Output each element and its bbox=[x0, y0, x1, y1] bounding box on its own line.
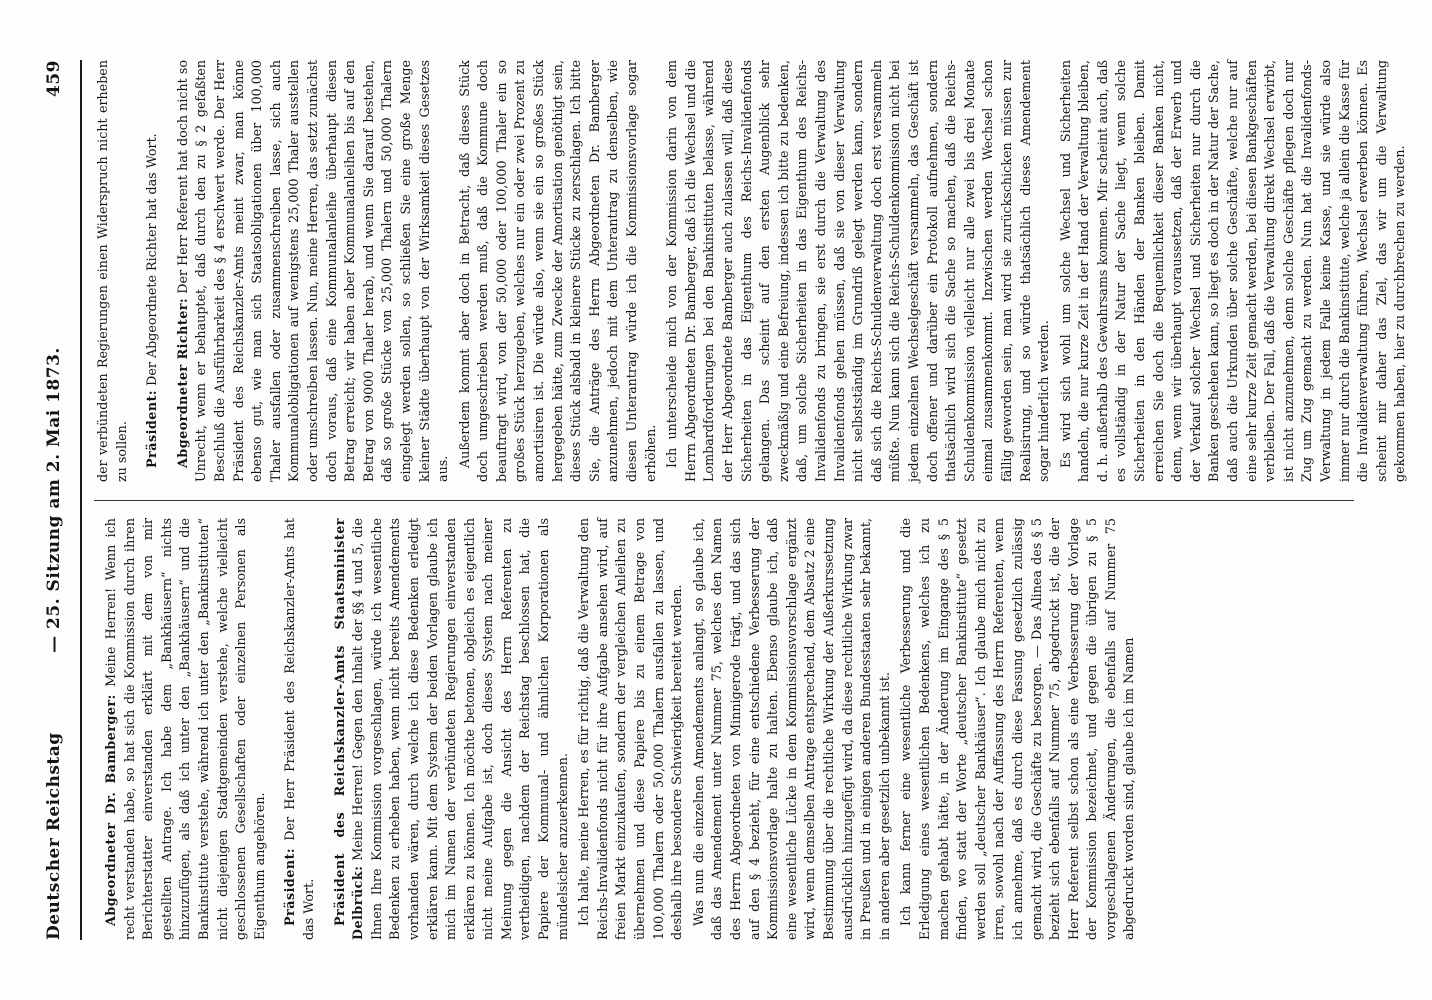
page-number: 459 bbox=[44, 60, 64, 97]
paragraph bbox=[281, 518, 318, 940]
paragraph-text: Ich unterscheide mich von der Kommission darin von dem Herrn Abgeordneten Dr. Bamberger, daß ich die Wechsel und die Lombardforderungen bei den Bankinstituten belasse, während der Herr Abgeordnete Bamberger auch zulassen will, daß diese Sicherheiten in das Eigenthum des Reichs-Invalidenfonds gelangen. Das scheint auf den ersten Augenblick sehr zweckmäßig und eine Befreiung, indessen ich bitte zu bedenken, daß, um solche Sicherheiten in das Eigenthum des Reichs-Invalidenfonds zu bringen, sie erst durch die Verwaltung des Invalidenfonds gehen müssen, daß sie von dieser Verwaltung nicht selbstständig im Grundriß gelegt werden kann, sondern daß sich die Reichs-Schuldenverwaltung doch erst versammeln müßte. Nun kann sich die Reichs-Schuldenkommission nicht bei jedem einzelnen Wechselgeschäft versammeln, das Geschäft ist doch offener und darüber ein Protokoll aufnehmen, sondern thatsächlich wird sich die Sache so machen, daß die Reichs-Schuldenkommission vielleicht nur alle zwei bis drei Monate einmal zusammenkommt. Inzwischen werden Wechsel schon fällig geworden sein, man wird sie zurückschicken müssen zur Realisirung, und so würde thatsächlich dieses Amendement sogar hinderlich werden. bbox=[664, 60, 1052, 482]
right-column bbox=[94, 59, 1408, 482]
paragraph bbox=[331, 518, 573, 940]
speaker-name: Präsident: bbox=[282, 847, 298, 926]
speaker-name: Abgeordneter Dr. Bamberger: bbox=[103, 694, 118, 926]
paragraph-text: Der Abgeordnete Richter hat das Wort. bbox=[144, 133, 160, 386]
speaker-name: Präsident: bbox=[144, 389, 160, 468]
paragraph-text: Was nun die einzelnen Amendements anlangt, so glaube ich, daß das Amendement unter Nummer 75, welches den Namen des Herrn Abgeordneten von Minnigerode trägt, und das sich auf den § 4 bezieht, für eine entschiedene Verbesserung der Kommissionsvorlage halte zu halten. Ebenso glaube ich, daß eine wesentliche Lücke in dem Kommissionsvorschlage ergänzt wird, wenn demselben Antrage entsprechend, dem Absatz 2 eine Bestimmung über die rechtliche Wirkung der Außerkurssetzung ausdrücklich hinzugefügt wird, da diese rechtliche Wirkung zwar in Preußen und in einigen anderen Bundesstaaten sehr bekannt, in anderen aber gesetzlich unbekannt ist. bbox=[690, 518, 892, 940]
header-session: — 25. Sitzung am 2. Mai 1873. bbox=[44, 347, 64, 653]
paragraph-text: Ich kann ferner eine wesentliche Verbesserung und die Erledigung eines wesentlichen Bedenkens, welches ich zu machen gehabt hätte, in der Änderung im Eingange des § 5 finden, wo statt der Worte „deutscher Bankinstitute“ gesetzt werden soll „deutscher Bankhäuser“. Ich glaube mich nicht zu irren, sowohl nach der Auffassung des Herrn Referenten, wenn ich annehme, daß es durch diese Fassung gesetzlich zulässig gemacht wird, die Geschäfte zu besorgen. — Das Alinea des § 5 bezieht sich ebenfalls auf Nummer 75, abgedruckt ist, die der Herr Referent selbst schon als eine Verbesserung der Vorlage der Kommission bezeichnet, und gegen die übrigen zu § 5 vorgeschlagenen Änderungen, die ebenfalls auf Nummer 75 abgedruckt worden sind, glaube ich im Namen bbox=[898, 518, 1137, 940]
speaker-name: Präsident des Reichskanzler-Amts Staatsminister Delbrück: bbox=[331, 518, 366, 940]
column-divider bbox=[94, 500, 1354, 501]
paragraph bbox=[456, 60, 661, 482]
paragraph bbox=[663, 60, 1053, 482]
page-header bbox=[36, 60, 82, 940]
paragraph-text: Außerdem kommt aber doch in Betracht, daß dieses Stück doch umgeschrieben werden muß, daß die Kommune doch beauftragt wird, von der 50,000 oder 100,000 Thaler ein so großes Stück herzugeben, welches nur ein oder zwei Prozent zu amortisiren ist. Die würde also, wenn sie ein so großes Stück hergegeben hätte, zum Zwecke der Amortisation genöthigt sein, dieses Stück alsbald in kleinere Stücke zu zerschlagen. Ich bitte Sie, die Anträge des Herrn Abgeordneten Dr. Bamberger anzunehmen, jedoch mit dem Unterantrag zu denselben, wie diesen Unterantrag würde ich die Kommissionsvorlage sogar erhöhen. bbox=[456, 60, 658, 482]
paragraph-text: Der Herr Präsident des Reichskanzler-Amts hat das Wort. bbox=[282, 518, 316, 940]
paragraph bbox=[1057, 60, 1410, 482]
paragraph bbox=[690, 518, 895, 940]
paragraph bbox=[174, 60, 453, 482]
paragraph bbox=[102, 518, 269, 940]
paragraph-text: Es wird sich wohl um solche Wechsel und Sicherheiten handeln, die nur kurze Zeit in der Hand der Verwaltung bleiben, d. h. außerhalb des Gewahrsams kommen. Mir scheint auch, daß es vollständig in der Natur der Sache liegt, wenn solche Sicherheiten in den Händen der Banken bleiben. Damit erreichen Sie doch die Bequemlichkeit dieser Banken nicht, denn, wenn wir überhaupt voraussetzen, daß der Erwerb und der Verkauf solcher Wechsel und Sicherheiten nur durch die Banken geschehen kann, so liegt es doch in der Natur der Sache, daß auch die Urkunden über solche Geschäfte, welche nur auf eine sehr kurze Zeit gemacht werden, bei diesen Bankgeschäften verbleiben. Der Fall, daß die Verwaltung direkt Wechsel erwirbt, ist nicht anzunehmen, denn solche Geschäfte pflegen doch nur Zug um Zug gemacht zu werden. Nun hat die Invalidenfonds-Verwaltung in jedem Falle keine Kasse, und sie würde also immer nur durch die Bankinstitute, welche ja allein die Kasse für die Invalidenverwaltung führen, Wechsel erwerben können. Es scheint mir daher das Ziel, das wir um die Verwaltung gekommen haben, hier zu durchbrechen zu werden. bbox=[1057, 59, 1408, 482]
left-column bbox=[94, 518, 1354, 940]
scanned-page bbox=[16, 0, 1408, 1000]
header-title: Deutscher Reichstag bbox=[44, 732, 64, 940]
paragraph bbox=[143, 60, 162, 482]
paragraph bbox=[94, 60, 131, 482]
speaker-name: Abgeordneter Richter: bbox=[174, 297, 190, 468]
paragraph bbox=[897, 518, 1139, 940]
paragraph-text: Der Herr Referent hat doch nicht so Unrecht, wenn er behauptet, daß durch den zu § 2 gefaßten Beschluß die Ausführbarkeit des § 4 erschwert werde. Der Herr Präsident des Reichskanzler-Amts meint zwar, man könne ebenso gut, wie man sich Staatsobligationen über 100,000 Thaler ausfallen oder zusammenschreiben lasse, sich auch Kommunalobligationen auf wenigstens 25,000 Thaler ausstellen oder umschreiben lassen. Nun, meine Herren, das setzt zunächst doch voraus, daß eine Kommunalanleihe überhaupt diesen Betrag erreicht; wir haben aber Kommunalanleihen bis auf den Betrag von 9000 Thaler herab, und wenn Sie darauf bestehen, daß so große Stücke von 25,000 Thalern und 50,000 Thalern eingelegt werden sollen, so schließen Sie eine große Menge kleiner Städte überhaupt von der Wirksamkeit dieses Gesetzes aus. bbox=[174, 60, 451, 482]
paragraph-text: Meine Herren! Gegen den Inhalt der §§ 4 und 5, die Ihnen Ihre Kommission vorgeschlagen, würde ich wesentliche Bedenken zu erheben haben, wenn nicht bereits Amendements vorhanden wären, durch welche ich diese Bedenken erledigt erklären kann. Mit dem System der beiden Vorlagen glaube ich mich im Namen der verbündeten Regierungen einverstanden erklären zu können. Ich möchte betonen, obgleich es eigentlich nicht meine Aufgabe ist, doch dieses System nach meiner Meinung gegen die Ansicht des Herrn Referenten zu vertheidigen, nachdem der Reichstag beschlossen hat, die Papiere der Kommunal- und ähnlichen Korporationen als mündelsicher anzuerkennen. bbox=[350, 518, 570, 940]
paragraph bbox=[575, 518, 687, 940]
paragraph-text: der verbündeten Regierungen einen Widerspruch nicht erheben zu sollen. bbox=[95, 60, 129, 482]
paragraph-text: Meine Herren! Wenn ich recht verstanden habe, so hat sich die Kommission durch ihren Berichterstatter einverstanden erklärt mit dem von mir gestellten Antrage. Ich habe dem „Bankhäusern“ nichts hinzuzufügen, als daß ich unter den „Bankhäusern“ und die Bankinstitute verstehe, während ich unter den „Bankinstituten“ nicht diejenigen Stadtgemeinden verstehe, welche vielleicht geschlossenen Gesellschaften oder einzelnen Personen als Eigenthum angehören. bbox=[103, 518, 267, 940]
paragraph-text: Ich halte, meine Herren, es für richtig, daß die Verwaltung den Reichs-Invalidenfonds nicht für ihre Aufgabe ansehen wird, auf freien Markt einzukaufen, sondern der vergleichen Anleihen zu übernehmen und diese Papiere bis zu einem Betrage von 100,000 Thalern oder 50,000 Thalern ausfallen zu lassen, und deshalb ihre besondere Schwierigkeit bereitet werden. bbox=[576, 518, 685, 940]
